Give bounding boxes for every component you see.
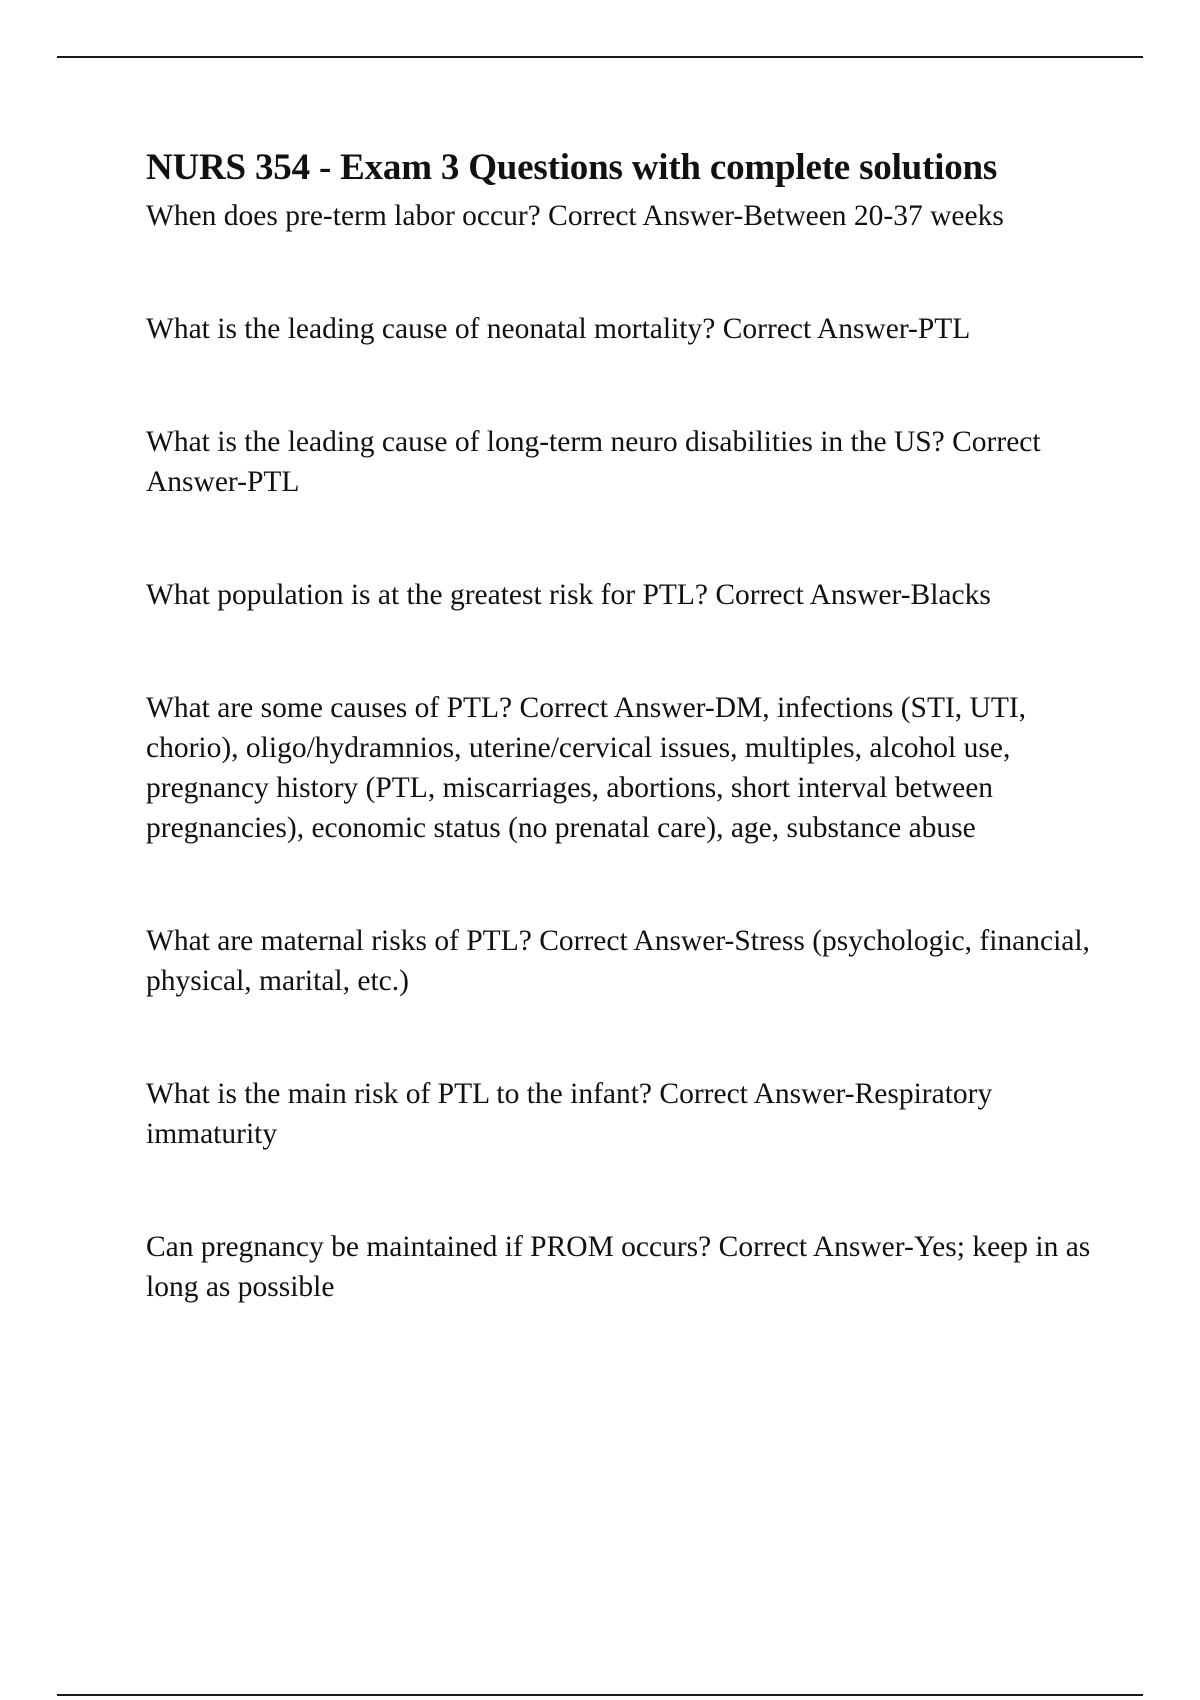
qa-item (146, 1074, 1096, 1154)
header-rule (57, 56, 1143, 58)
answer-text: Correct Answer-Blacks (715, 579, 991, 611)
answer-text: Correct Answer-Between 20-37 weeks (548, 200, 1004, 232)
qa-item (146, 1227, 1096, 1307)
question-text: What are maternal risks of PTL? (146, 925, 532, 957)
question-text: What is the leading cause of neonatal mortality? (146, 313, 716, 345)
question-text: Can pregnancy be maintained if PROM occurs? (146, 1231, 712, 1263)
document-body (146, 140, 1096, 1307)
answer-text: Correct Answer-PTL (722, 313, 971, 345)
question-text: What is the main risk of PTL to the infant? (146, 1078, 653, 1110)
qa-item (146, 196, 1096, 236)
qa-item (146, 575, 1096, 615)
answer-text: Correct Answer-Respiratory immaturity (146, 1078, 993, 1150)
answer-text: Correct Answer-DM, infections (STI, UTI, chorio), oligo/hydramnios, uterine/cervical issues, multiples, alcohol use, pregnancy history (PTL, miscarriages, abortions, short interval between pregnancies), economic status (no prenatal care), age, substance abuse (146, 692, 1027, 844)
question-text: When does pre-term labor occur? (146, 200, 541, 232)
question-text: What are some causes of PTL? (146, 692, 513, 724)
answer-text: Correct Answer-PTL (146, 426, 1041, 498)
answer-text: Correct Answer-Yes; keep in as long as possible (146, 1231, 1091, 1303)
answer-text: Correct Answer-Stress (psychologic, financial, physical, marital, etc.) (146, 925, 1090, 997)
question-text: What population is at the greatest risk for PTL? (146, 579, 708, 611)
qa-item (146, 921, 1096, 1001)
qa-item (146, 688, 1096, 848)
qa-item (146, 422, 1096, 502)
document-title: NURS 354 - Exam 3 Questions with complete solutions (146, 147, 998, 188)
qa-item (146, 309, 1096, 349)
question-text: What is the leading cause of long-term neuro disabilities in the US? (146, 426, 945, 458)
footer-rule (57, 1694, 1143, 1696)
